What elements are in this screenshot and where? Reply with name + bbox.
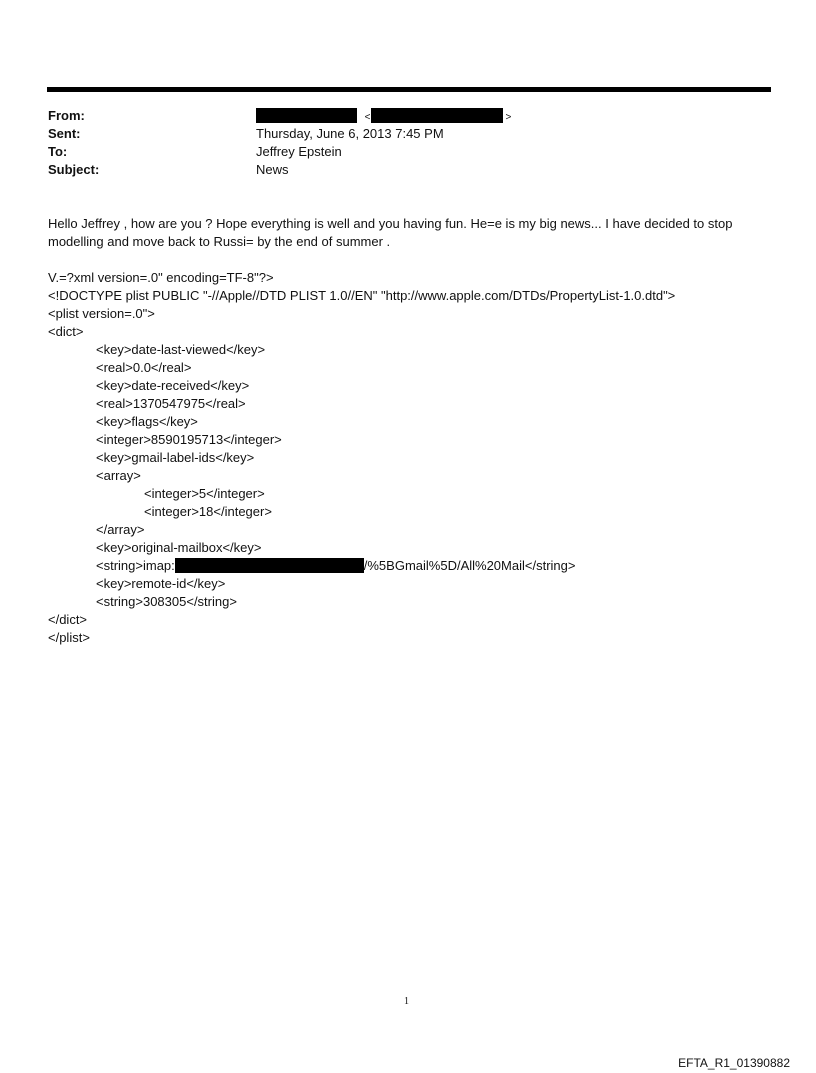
- plist-line: V.=?xml version=.0" encoding=TF-8"?>: [48, 270, 274, 285]
- to-label: To:: [48, 144, 68, 159]
- to-row: [48, 143, 748, 161]
- plist-line: <key>date-received</key>: [96, 378, 250, 393]
- plist-line: <key>flags</key>: [96, 414, 198, 429]
- document-id: EFTA_R1_01390882: [678, 1056, 790, 1070]
- plist-line: <key>gmail-label-ids</key>: [96, 450, 255, 465]
- body-line-1: Hello Jeffrey , how are you ? Hope everything is well and you having fun. He=e is my big news... I have decided to stop: [48, 216, 733, 231]
- plist-line: <key>date-last-viewed</key>: [96, 342, 266, 357]
- sent-label: Sent:: [48, 126, 81, 141]
- from-gt: >: [505, 112, 512, 123]
- plist-line: <array>: [96, 468, 141, 483]
- plist-line: <real>1370547975</real>: [96, 396, 246, 411]
- sent-row: [48, 125, 748, 143]
- page-number: 1: [404, 996, 409, 1007]
- plist-line: <dict>: [48, 324, 84, 339]
- redaction-block: [256, 108, 357, 123]
- plist-line: <integer>8590195713</integer>: [96, 432, 282, 447]
- plist-line: <integer>5</integer>: [144, 486, 265, 501]
- from-row: [48, 107, 748, 125]
- from-value: [256, 107, 511, 127]
- subject-label: Subject:: [48, 162, 100, 177]
- sent-value: Thursday, June 6, 2013 7:45 PM: [256, 126, 444, 141]
- from-label: From:: [48, 108, 85, 123]
- plist-line: </plist>: [48, 630, 90, 645]
- plist-line: <!DOCTYPE plist PUBLIC "-//Apple//DTD PLIST 1.0//EN" "http://www.apple.com/DTDs/PropertyList-1.0.dtd">: [48, 288, 676, 303]
- body-line-2: modelling and move back to Russi= by the end of summer .: [48, 234, 391, 249]
- redaction-block: [175, 558, 364, 573]
- subject-value: News: [256, 162, 289, 177]
- redaction-block: [371, 108, 503, 123]
- header-rule: [47, 87, 771, 92]
- plist-line: <key>original-mailbox</key>: [96, 540, 262, 555]
- plist-line: <plist version=.0">: [48, 306, 155, 321]
- plist-line: <key>remote-id</key>: [96, 576, 226, 591]
- from-lt: <: [364, 112, 371, 123]
- plist-line: <integer>18</integer>: [144, 504, 272, 519]
- subject-row: [48, 161, 748, 179]
- plist-line: <real>0.0</real>: [96, 360, 192, 375]
- to-value: Jeffrey Epstein: [256, 144, 342, 159]
- plist-line: <string>308305</string>: [96, 594, 237, 609]
- mailbox-suffix: /%5BGmail%5D/All%20Mail</string>: [363, 558, 576, 573]
- plist-line: </array>: [96, 522, 145, 537]
- plist-line-mailbox: [96, 557, 575, 575]
- plist-line: </dict>: [48, 612, 88, 627]
- mailbox-prefix: <string>imap:: [96, 558, 175, 573]
